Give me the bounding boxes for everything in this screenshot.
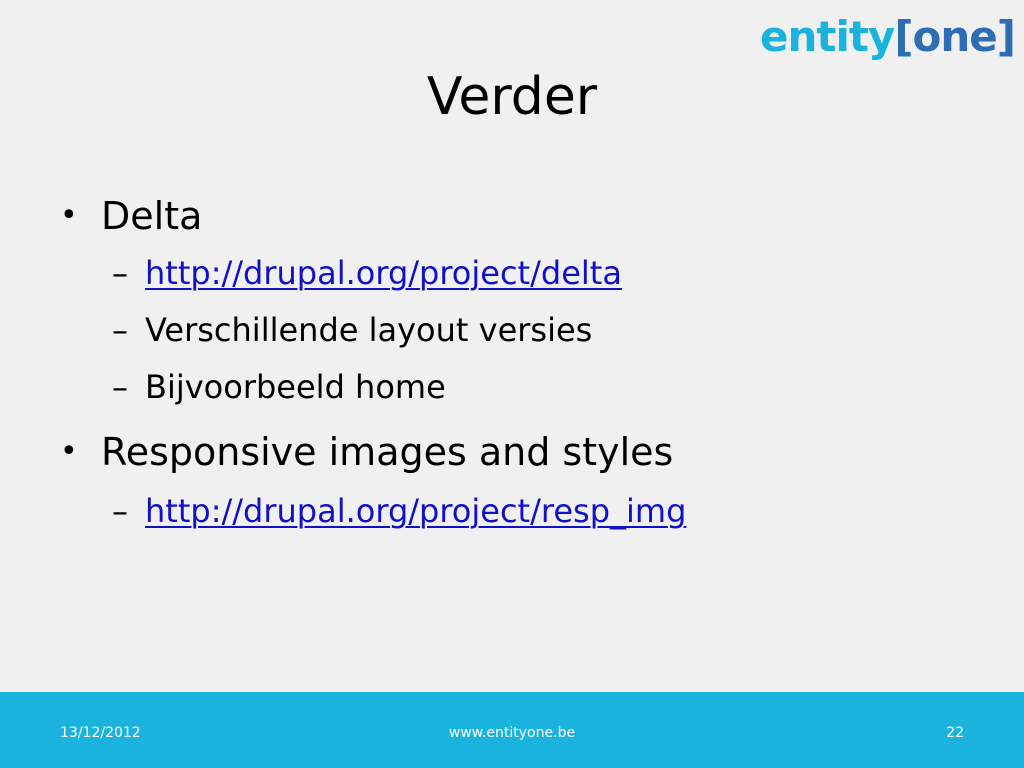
bullet-icon: • bbox=[60, 434, 78, 469]
dash-icon: – bbox=[112, 492, 128, 530]
logo bbox=[760, 8, 1022, 66]
footer-bar bbox=[0, 692, 1024, 768]
delta-link[interactable]: http://drupal.org/project/delta bbox=[145, 254, 622, 292]
dash-icon: – bbox=[112, 254, 128, 292]
bullet-text: Delta bbox=[101, 194, 203, 238]
page-number: 22 bbox=[946, 725, 964, 741]
resp-img-link[interactable]: http://drupal.org/project/resp_img bbox=[145, 492, 687, 530]
sub-item-text: Verschillende layout versies bbox=[145, 311, 593, 349]
sub-item-text: Bijvoorbeeld home bbox=[145, 368, 446, 406]
dash-icon: – bbox=[112, 368, 128, 406]
bullet-text: Responsive images and styles bbox=[101, 430, 674, 474]
slide-title: Verder bbox=[426, 67, 598, 127]
logo-text-one: [one] bbox=[894, 12, 1015, 61]
logo-text-entity: entity bbox=[760, 12, 895, 61]
bullet-icon: • bbox=[60, 198, 78, 233]
footer-website: www.entityone.be bbox=[448, 725, 576, 741]
footer-date: 13/12/2012 bbox=[60, 725, 141, 741]
dash-icon: – bbox=[112, 311, 128, 349]
